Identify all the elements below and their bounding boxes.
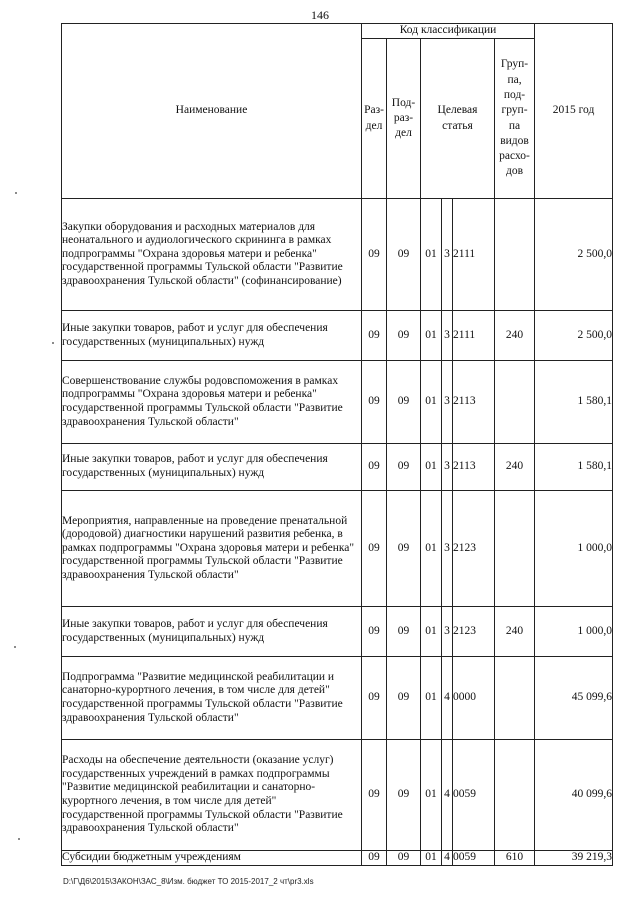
row-name: Расходы на обеспечение деятельности (оказание услуг) государственных учреждений в рамках подпрограммы "Развитие медицинской реабилитации и санаторно-курортного лечения, в том числе для детей" государственной программы Тульской области "Развитие здравоохранения Тульской области" — [62, 740, 362, 851]
page-number: 146 — [311, 8, 329, 22]
row-target-code: 2123 — [453, 607, 495, 657]
row-target-subprogram: 3 — [442, 491, 453, 607]
row-name: Иные закупки товаров, работ и услуг для обеспечения государственных (муниципальных) нужд — [62, 607, 362, 657]
row-target-program: 01 — [421, 851, 442, 866]
row-amount: 39 219,3 — [535, 851, 613, 866]
table-row — [62, 444, 613, 491]
scan-speck — [52, 342, 54, 344]
row-section: 09 — [362, 361, 387, 444]
header-section: Раз- дел — [362, 39, 387, 199]
row-section: 09 — [362, 607, 387, 657]
row-subsection: 09 — [387, 199, 421, 311]
header-year: 2015 год — [535, 24, 613, 199]
row-name: Мероприятия, направленные на проведение пренатальной (дородовой) диагностики нарушений развития ребенка, в рамках подпрограммы "Охрана здоровья матери и ребенка" государственной программы Тульской области "Развитие здравоохранения Тульской области" — [62, 491, 362, 607]
row-target-code: 2111 — [453, 199, 495, 311]
row-amount: 2 500,0 — [535, 199, 613, 311]
row-expense-type — [495, 657, 535, 740]
row-subsection: 09 — [387, 311, 421, 361]
table-row — [62, 361, 613, 444]
row-target-code: 2111 — [453, 311, 495, 361]
row-target-program: 01 — [421, 199, 442, 311]
row-target-program: 01 — [421, 657, 442, 740]
row-target-code: 2113 — [453, 444, 495, 491]
row-section: 09 — [362, 740, 387, 851]
row-amount: 1 580,1 — [535, 361, 613, 444]
row-target-code: 0000 — [453, 657, 495, 740]
row-target-subprogram: 3 — [442, 199, 453, 311]
table-row — [62, 491, 613, 607]
row-amount: 2 500,0 — [535, 311, 613, 361]
row-expense-type — [495, 199, 535, 311]
header-target-article: Целевая статья — [421, 39, 495, 199]
file-path-footer: D:\Г\Д6\2015\ЗАКОН\ЗАС_8\Изм. бюджет ТО 2015-2017_2 чт\pr3.xls — [63, 877, 314, 886]
row-subsection: 09 — [387, 740, 421, 851]
table-row — [62, 657, 613, 740]
row-target-subprogram: 3 — [442, 311, 453, 361]
row-target-program: 01 — [421, 607, 442, 657]
scan-speck — [18, 838, 20, 840]
row-section: 09 — [362, 311, 387, 361]
row-section: 09 — [362, 444, 387, 491]
header-classification: Код классификации — [362, 24, 535, 39]
row-amount: 45 099,6 — [535, 657, 613, 740]
row-target-subprogram: 4 — [442, 851, 453, 866]
row-section: 09 — [362, 657, 387, 740]
row-target-program: 01 — [421, 311, 442, 361]
row-expense-type: 240 — [495, 444, 535, 491]
row-target-code: 0059 — [453, 740, 495, 851]
table-row — [62, 199, 613, 311]
row-expense-type: 240 — [495, 311, 535, 361]
row-section: 09 — [362, 491, 387, 607]
row-subsection: 09 — [387, 851, 421, 866]
row-expense-type — [495, 740, 535, 851]
row-expense-type — [495, 361, 535, 444]
row-target-subprogram: 3 — [442, 444, 453, 491]
row-name: Совершенствование службы родовспоможения в рамках подпрограммы "Охрана здоровья матери и ребенка" государственной программы Тульской области "Развитие здравоохранения Тульской области" — [62, 361, 362, 444]
row-subsection: 09 — [387, 607, 421, 657]
row-target-code: 0059 — [453, 851, 495, 866]
scan-speck — [14, 646, 16, 648]
row-amount: 1 000,0 — [535, 491, 613, 607]
row-amount: 40 099,6 — [535, 740, 613, 851]
row-target-program: 01 — [421, 361, 442, 444]
row-section: 09 — [362, 851, 387, 866]
row-subsection: 09 — [387, 361, 421, 444]
row-target-subprogram: 3 — [442, 361, 453, 444]
header-subsection: Под- раз- дел — [387, 39, 421, 199]
budget-table — [61, 23, 613, 866]
row-section: 09 — [362, 199, 387, 311]
row-target-code: 2123 — [453, 491, 495, 607]
row-target-program: 01 — [421, 491, 442, 607]
row-subsection: 09 — [387, 491, 421, 607]
scan-speck — [15, 192, 17, 194]
row-expense-type: 610 — [495, 851, 535, 866]
row-amount: 1 000,0 — [535, 607, 613, 657]
row-expense-type: 240 — [495, 607, 535, 657]
row-expense-type — [495, 491, 535, 607]
row-name: Подпрограмма "Развитие медицинской реабилитации и санаторно-курортного лечения, в том числе для детей" государственной программы Тульской области "Развитие здравоохранения Тульской области" — [62, 657, 362, 740]
row-target-program: 01 — [421, 444, 442, 491]
row-subsection: 09 — [387, 444, 421, 491]
row-target-subprogram: 4 — [442, 657, 453, 740]
header-name: Наименование — [62, 24, 362, 199]
row-target-subprogram: 3 — [442, 607, 453, 657]
row-target-subprogram: 4 — [442, 740, 453, 851]
row-target-code: 2113 — [453, 361, 495, 444]
header-expense-group: Груп- па, под- груп- па видов расхо- дов — [495, 39, 535, 199]
table-row — [62, 607, 613, 657]
row-name: Субсидии бюджетным учреждениям — [62, 851, 362, 866]
row-name: Закупки оборудования и расходных материалов для неонатального и аудиологического скрининга в рамках подпрограммы "Охрана здоровья матери и ребенка" государственной программы Тульской области "Развитие здравоохранения Тульской области" (софинансирование) — [62, 199, 362, 311]
row-name: Иные закупки товаров, работ и услуг для обеспечения государственных (муниципальных) нужд — [62, 311, 362, 361]
table-row — [62, 740, 613, 851]
table-row — [62, 311, 613, 361]
row-target-program: 01 — [421, 740, 442, 851]
row-subsection: 09 — [387, 657, 421, 740]
row-amount: 1 580,1 — [535, 444, 613, 491]
table-row — [62, 851, 613, 866]
row-name: Иные закупки товаров, работ и услуг для обеспечения государственных (муниципальных) нужд — [62, 444, 362, 491]
